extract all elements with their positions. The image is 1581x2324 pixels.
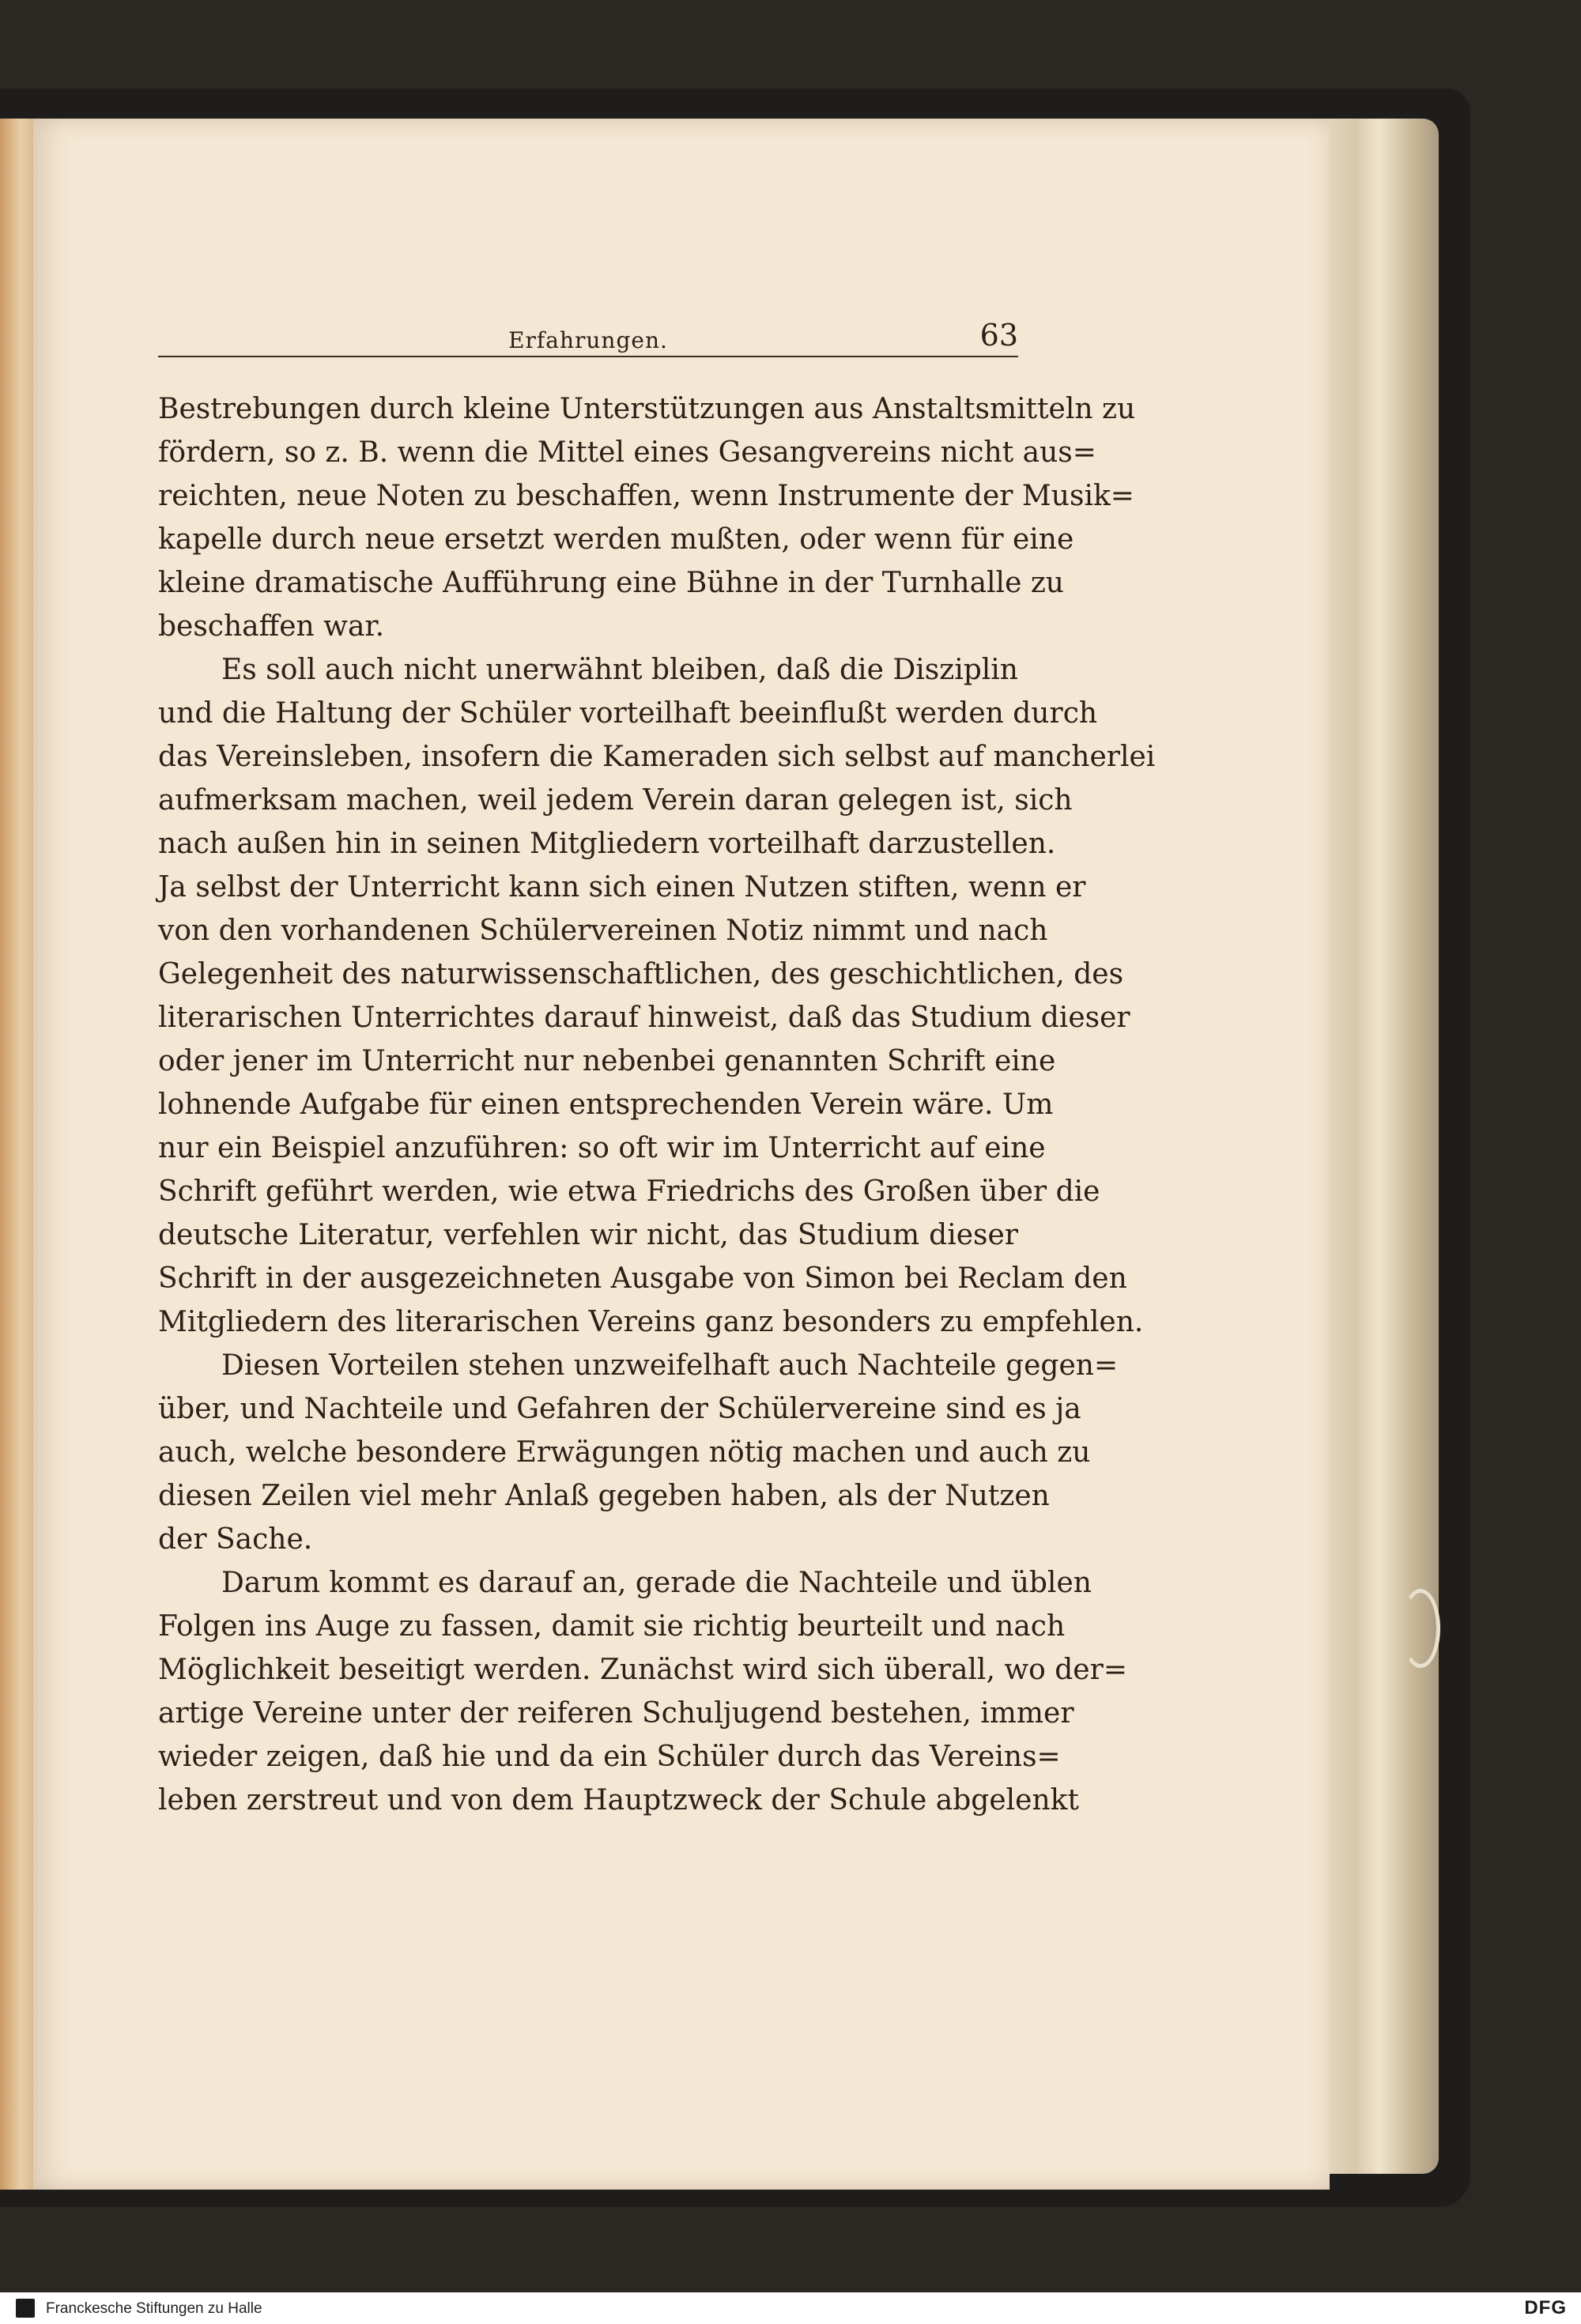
text-line: beschaffen war.	[158, 610, 385, 643]
bookmark-string	[1401, 1589, 1440, 1668]
text-line: fördern, so z. B. wenn die Mittel eines Gesangvereins nicht aus=	[158, 436, 1096, 469]
page-number: 63	[979, 318, 1018, 353]
running-head-title: Erfahrungen.	[508, 327, 668, 353]
text-line: deutsche Literatur, verfehlen wir nicht, das Studium dieser	[158, 1219, 1018, 1251]
text-line: wieder zeigen, daß hie und da ein Schüler durch das Vereins=	[158, 1741, 1061, 1773]
funder-logo: DFG	[1524, 2297, 1567, 2318]
text-line: oder jener im Unterricht nur nebenbei genannten Schrift eine	[158, 1045, 1056, 1077]
text-line: von den vorhandenen Schülervereinen Notiz nimmt und nach	[158, 915, 1048, 947]
text-line: artige Vereine unter der reiferen Schuljugend bestehen, immer	[158, 1697, 1074, 1730]
text-line: Es soll auch nicht unerwähnt bleiben, daß die Disziplin	[221, 654, 1018, 686]
text-line: diesen Zeilen viel mehr Anlaß gegeben haben, als der Nutzen	[158, 1480, 1050, 1512]
text-line: nur ein Beispiel anzuführen: so oft wir im Unterricht auf eine	[158, 1132, 1046, 1164]
text-line: kleine dramatische Aufführung eine Bühne in der Turnhalle zu	[158, 567, 1064, 599]
text-line: Gelegenheit des naturwissenschaftlichen, des geschichtlichen, des	[158, 958, 1124, 990]
left-page-edge	[0, 119, 35, 2190]
text-line: der Sache.	[158, 1523, 313, 1556]
text-line: auch, welche besondere Erwägungen nötig machen und auch zu	[158, 1436, 1091, 1469]
page-stack-edge	[1320, 119, 1439, 2174]
running-head	[158, 318, 1018, 357]
text-line: über, und Nachteile und Gefahren der Schülervereine sind es ja	[158, 1393, 1081, 1425]
text-line: Ja selbst der Unterricht kann sich einen Nutzen stiften, wenn er	[158, 871, 1086, 904]
text-line: Diesen Vorteilen stehen unzweifelhaft auch Nachteile gegen=	[221, 1349, 1119, 1382]
text-line: und die Haltung der Schüler vorteilhaft beeinflußt werden durch	[158, 697, 1098, 730]
text-line: reichten, neue Noten zu beschaffen, wenn Instrumente der Musik=	[158, 480, 1134, 512]
footer-bar	[0, 2292, 1581, 2324]
text-line: Folgen ins Auge zu fassen, damit sie richtig beurteilt und nach	[158, 1610, 1066, 1643]
text-line: literarischen Unterrichtes darauf hinweist, daß das Studium dieser	[158, 1002, 1130, 1034]
header-rule	[158, 356, 1018, 357]
text-line: nach außen hin in seinen Mitgliedern vorteilhaft darzustellen.	[158, 828, 1056, 860]
text-line: leben zerstreut und von dem Hauptzweck der Schule abgelenkt	[158, 1784, 1079, 1817]
text-line: Mitgliedern des literarischen Vereins ganz besonders zu empfehlen.	[158, 1306, 1144, 1338]
institution-logo-icon	[16, 2299, 35, 2318]
body-text	[158, 387, 1156, 1822]
text-line: Darum kommt es darauf an, gerade die Nachteile und üblen	[221, 1567, 1092, 1599]
text-line: Schrift in der ausgezeichneten Ausgabe von Simon bei Reclam den	[158, 1262, 1127, 1295]
text-line: Bestrebungen durch kleine Unterstützungen aus Anstaltsmitteln zu	[158, 393, 1136, 425]
text-line: das Vereinsleben, insofern die Kameraden sich selbst auf mancherlei	[158, 741, 1156, 773]
institution-name: Franckesche Stiftungen zu Halle	[46, 2300, 262, 2317]
text-line: aufmerksam machen, weil jedem Verein daran gelegen ist, sich	[158, 784, 1073, 817]
text-line: lohnende Aufgabe für einen entsprechenden Verein wäre. Um	[158, 1088, 1054, 1121]
text-line: Schrift geführt werden, wie etwa Friedrichs des Großen über die	[158, 1175, 1100, 1208]
text-line: Möglichkeit beseitigt werden. Zunächst wird sich überall, wo der=	[158, 1654, 1127, 1686]
text-line: kapelle durch neue ersetzt werden mußten, oder wenn für eine	[158, 523, 1074, 556]
